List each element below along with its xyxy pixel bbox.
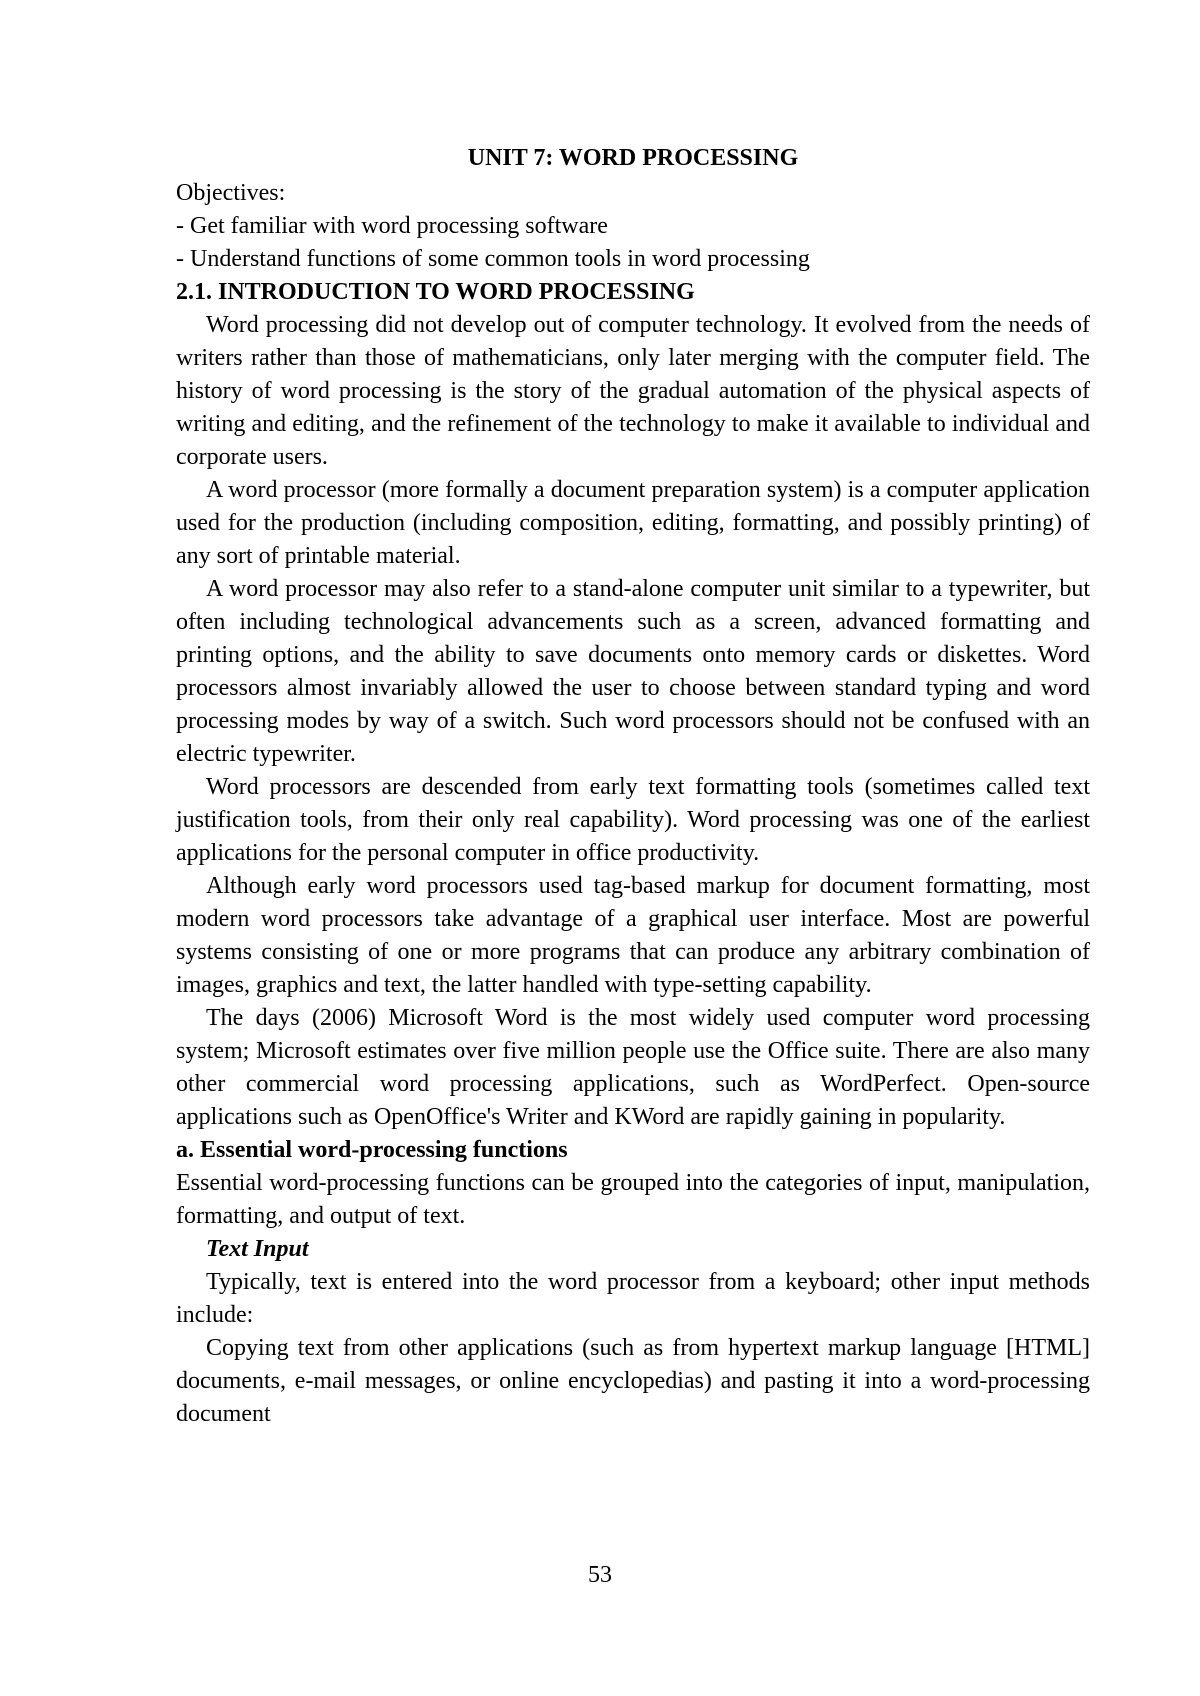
subsection-intro: Essential word-processing functions can be grouped into the categories of input, manipulation, formatting, and output of text. <box>176 1170 1090 1229</box>
page-number: 53 <box>588 1562 612 1588</box>
page-title: UNIT 7: WORD PROCESSING <box>467 145 799 171</box>
body-paragraph: Word processors are descended from early text formatting tools (sometimes called text justification tools, from their only real capability). Word processing was one of the earliest applications for the personal computer in office productivity. <box>176 774 1090 866</box>
body-paragraph: Copying text from other applications (such as from hypertext markup language [HTML] documents, e-mail messages, or online encyclopedias) and pasting it into a word-processing document <box>176 1335 1090 1427</box>
objective-item: - Get familiar with word processing software <box>176 213 608 239</box>
document-page <box>176 142 1090 1431</box>
subsection-heading: a. Essential word-processing functions <box>176 1137 568 1163</box>
body-paragraph: Word processing did not develop out of computer technology. It evolved from the needs of writers rather than those of mathematicians, only later merging with the computer field. The history of word processing is the story of the gradual automation of the physical aspects of writing and editing, and the refinement of the technology to make it available to individual and corporate users. <box>176 312 1090 470</box>
text-input-heading: Text Input <box>206 1236 309 1262</box>
body-paragraph: A word processor may also refer to a stand-alone computer unit similar to a typewriter, but often including technological advancements such as a screen, advanced formatting and printing options, and the ability to save documents onto memory cards or diskettes. Word processors almost invariably allowed the user to choose between standard typing and word processing modes by way of a switch. Such word processors should not be confused with an electric typewriter. <box>176 576 1090 767</box>
objectives-label: Objectives: <box>176 180 286 206</box>
section-heading: 2.1. INTRODUCTION TO WORD PROCESSING <box>176 279 695 305</box>
body-paragraph: The days (2006) Microsoft Word is the most widely used computer word processing system; Microsoft estimates over five million people use the Office suite. There are also many other commercial word processing applications, such as WordPerfect. Open-source applications such as OpenOffice's Writer and KWord are rapidly gaining in popularity. <box>176 1005 1090 1130</box>
body-paragraph: A word processor (more formally a document preparation system) is a computer application used for the production (including composition, editing, formatting, and possibly printing) of any sort of printable material. <box>176 477 1090 569</box>
body-paragraph: Typically, text is entered into the word processor from a keyboard; other input methods include: <box>176 1269 1090 1328</box>
objective-item: - Understand functions of some common tools in word processing <box>176 246 810 272</box>
body-paragraph: Although early word processors used tag-based markup for document formatting, most modern word processors take advantage of a graphical user interface. Most are powerful systems consisting of one or more programs that can produce any arbitrary combination of images, graphics and text, the latter handled with type-setting capability. <box>176 873 1090 998</box>
